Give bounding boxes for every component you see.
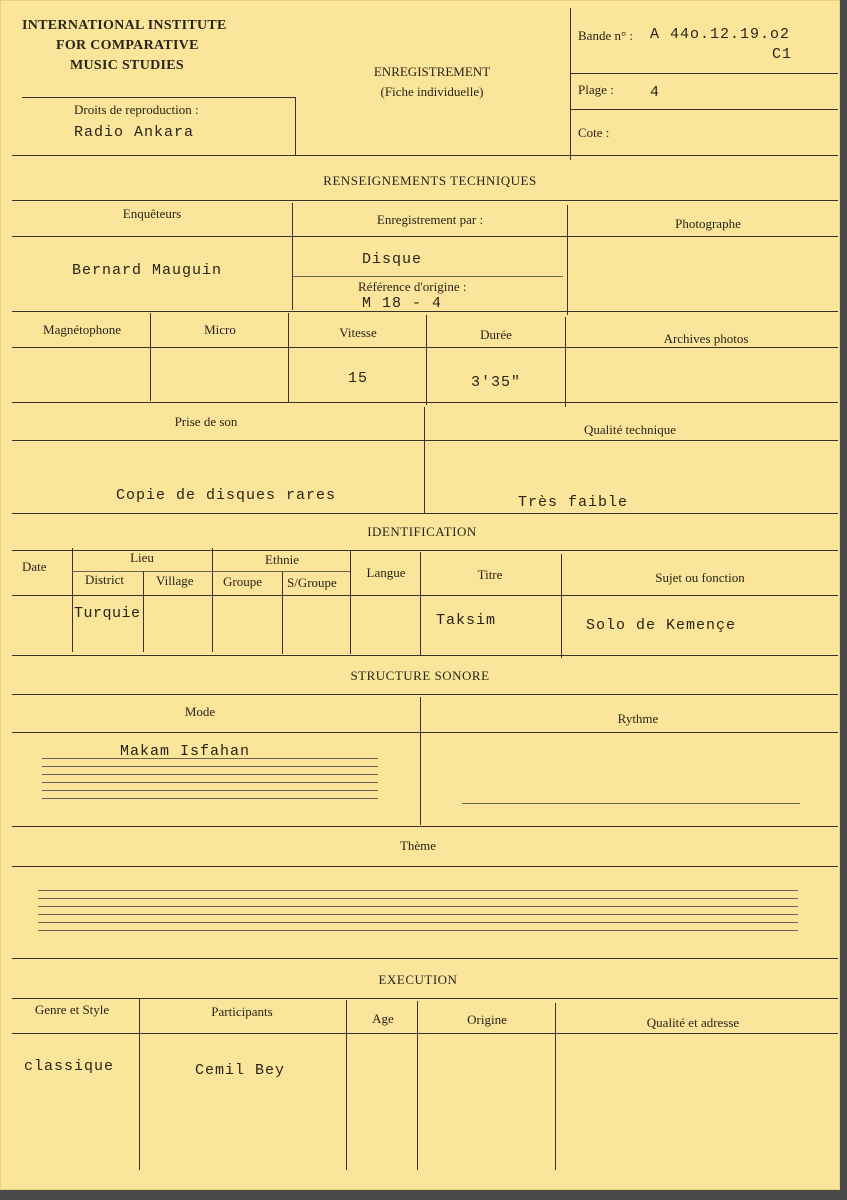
rythme-line [462,803,800,804]
rights-label: Droits de reproduction : [74,102,199,117]
cote-label: Cote : [578,125,610,140]
plage-value: 4 [650,84,661,101]
theme-line [38,922,798,923]
rythme-label: Rythme [617,711,659,726]
participants-label: Participants [211,1004,273,1019]
divider [346,1000,347,1170]
theme-line [38,906,798,907]
duree-value: 3'35" [470,374,522,391]
bande-value: A 44o.12.19.o2 [650,26,791,43]
mode-line [42,782,378,783]
qualite-technique-label: Qualité technique [583,422,677,437]
genre-style-value: classique [24,1058,115,1075]
divider [143,571,144,652]
langue-label: Langue [366,565,406,580]
prise-de-son-label: Prise de son [174,414,238,429]
qualite-adresse-label: Qualité et adresse [646,1015,740,1030]
section-title-identification: IDENTIFICATION [367,524,477,539]
divider [561,554,562,658]
date-label: Date [22,559,47,574]
divider [12,595,838,596]
divider [12,155,838,156]
divider [12,1033,838,1034]
reference-value: M 18 - 4 [362,295,443,312]
enqueteurs-value: Bernard Mauguin [72,262,223,279]
institute-name-line3: MUSIC STUDIES [70,58,184,73]
qualite-technique-value: Très faible [518,494,629,511]
divider [12,732,838,733]
district-value: Turquie [74,605,141,622]
mode-line [42,790,378,791]
form-title: ENREGISTREMENT [373,64,491,79]
section-title-technical: RENSEIGNEMENTS TECHNIQUES [323,173,537,188]
divider [150,313,151,401]
mode-label: Mode [184,704,216,719]
divider [424,407,425,513]
duree-label: Durée [480,327,512,342]
divider [212,548,213,652]
archives-photos-label: Archives photos [663,331,749,346]
divider [139,998,140,1170]
divider [295,97,296,155]
section-title-structure: STRUCTURE SONORE [350,668,490,683]
titre-label: Titre [477,567,503,582]
divider [12,200,838,201]
institute-name-line1: INTERNATIONAL INSTITUTE [22,18,227,33]
origine-label: Origine [467,1012,507,1027]
divider [417,1001,418,1170]
divider [12,513,838,514]
theme-line [38,914,798,915]
divider [282,572,283,654]
mode-line [42,774,378,775]
mode-line [42,798,378,799]
divider [12,655,838,656]
divider [12,694,838,695]
titre-value: Taksim [436,612,497,629]
enregistrement-label: Enregistrement par : [376,212,484,227]
enregistrement-value: Disque [362,251,423,268]
divider [426,315,427,405]
theme-line [38,890,798,891]
divider [570,109,838,110]
divider [72,548,73,652]
photographe-label: Photographe [675,216,741,231]
divider [567,205,568,315]
divider [12,826,838,827]
header-divider [570,8,571,160]
divider [350,550,351,654]
plage-label: Plage : [578,82,614,97]
micro-label: Micro [204,322,236,337]
bande-label: Bande n° : [578,28,634,43]
divider [12,958,838,959]
institute-name-line2: FOR COMPARATIVE [56,38,199,53]
divider [12,347,838,348]
bande-suffix: C1 [772,46,793,63]
mode-line [42,766,378,767]
divider [293,276,563,277]
rights-value: Radio Ankara [74,124,195,141]
divider [12,866,838,867]
lieu-label: Lieu [130,550,154,565]
ethnie-label: Ethnie [265,552,299,567]
participants-value: Cemil Bey [195,1062,286,1079]
enqueteurs-label: Enquêteurs [122,206,182,221]
divider [288,313,289,403]
sujet-value: Solo de Kemençe [586,617,737,634]
magnetophone-label: Magnétophone [43,322,121,337]
mode-value: Makam Isfahan [120,743,251,760]
village-label: Village [156,573,194,588]
prise-de-son-value: Copie de disques rares [116,487,337,504]
divider [22,97,296,98]
divider [12,998,838,999]
divider [420,697,421,825]
section-title-execution: EXECUTION [378,972,458,987]
divider [12,402,838,403]
divider [420,552,421,656]
theme-label: Thème [399,838,437,853]
genre-style-label: Genre et Style [34,1002,110,1017]
divider [12,236,838,237]
vitesse-value: 15 [347,370,369,387]
divider [292,203,293,310]
divider [12,440,838,441]
reference-label: Référence d'origine : [358,279,467,294]
form-subtitle: (Fiche individuelle) [380,84,484,99]
age-label: Age [372,1011,394,1026]
sujet-label: Sujet ou fonction [655,570,745,585]
theme-line [38,930,798,931]
groupe-label: Groupe [223,574,262,589]
divider [565,317,566,407]
theme-line [38,898,798,899]
divider [555,1003,556,1170]
sgroupe-label: S/Groupe [287,575,337,590]
divider [570,73,838,74]
vitesse-label: Vitesse [339,325,377,340]
district-label: District [85,572,124,587]
